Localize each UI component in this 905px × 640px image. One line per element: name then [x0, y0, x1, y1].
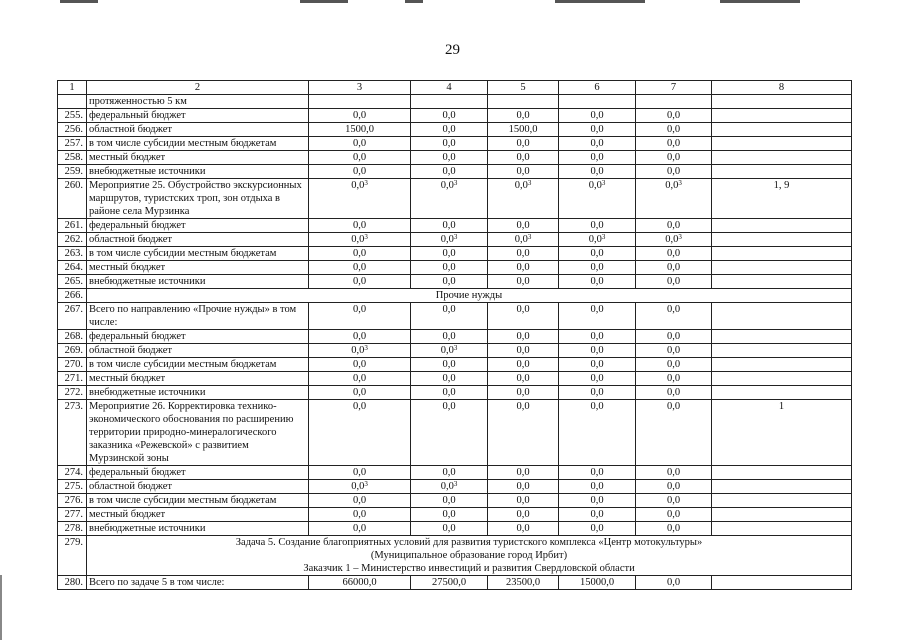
- row-label: областной бюджет: [87, 344, 309, 358]
- value-cell: 0,0: [309, 386, 411, 400]
- row-number: 276.: [58, 494, 87, 508]
- table-row: [58, 358, 852, 372]
- table-row: [58, 275, 852, 289]
- value-cell: 0,0: [411, 508, 488, 522]
- value-cell: 0,0: [488, 303, 559, 330]
- footnote-mark: 3: [678, 233, 682, 241]
- row-number: 273.: [58, 400, 87, 466]
- row-label: федеральный бюджет: [87, 219, 309, 233]
- value-cell: 0,0: [636, 494, 712, 508]
- table-row: [58, 123, 852, 137]
- value-cell: 0,0: [309, 247, 411, 261]
- value-cell: 0,0: [411, 494, 488, 508]
- value-cell: 0,0: [488, 247, 559, 261]
- table-row: [58, 233, 852, 247]
- table-body: [58, 81, 852, 590]
- row-label: протяженностью 5 км: [87, 95, 309, 109]
- table-row: [58, 289, 852, 303]
- row-label: Мероприятие 26. Корректировка технико-экономического обоснования по расширению территории природно-минералогического заказника «Режевской» с развитием Мурзинской зоны: [87, 400, 309, 466]
- row-label: федеральный бюджет: [87, 330, 309, 344]
- value-cell: $0,0^3$: [309, 233, 411, 247]
- value-cell: 0,0: [636, 466, 712, 480]
- value-cell: $0,0^3$: [309, 179, 411, 219]
- value-cell: 0,0: [559, 275, 636, 289]
- value-cell: 0,0: [411, 386, 488, 400]
- value-cell: $0,0^3$: [488, 179, 559, 219]
- value-cell: 0,0: [309, 372, 411, 386]
- row-number: 264.: [58, 261, 87, 275]
- row-number: 275.: [58, 480, 87, 494]
- footnote-mark: 3: [678, 179, 682, 187]
- value-cell: 0,0: [559, 344, 636, 358]
- value-cell: 0,0: [488, 522, 559, 536]
- footnote-mark: 3: [364, 233, 368, 241]
- row-number: 280.: [58, 576, 87, 590]
- row-label: внебюджетные источники: [87, 165, 309, 179]
- table-row: [58, 494, 852, 508]
- target-indicator-cell: [712, 123, 852, 137]
- value-cell: $0,0^3$: [559, 179, 636, 219]
- value-cell: 0,0: [309, 151, 411, 165]
- value-cell: $0,0^3$: [636, 233, 712, 247]
- value-cell: 0,0: [636, 303, 712, 330]
- row-label: в том числе субсидии местным бюджетам: [87, 137, 309, 151]
- value-cell: 0,0: [488, 466, 559, 480]
- value-cell: 1500,0: [309, 123, 411, 137]
- value-cell: [309, 95, 411, 109]
- value-cell: 0,0: [411, 372, 488, 386]
- header-cell: 2: [87, 81, 309, 95]
- table-row: [58, 576, 852, 590]
- value-cell: $0,0^3$: [636, 179, 712, 219]
- value-cell: 0,0: [309, 275, 411, 289]
- footnote-mark: 3: [364, 179, 368, 187]
- value-cell: 0,0: [488, 480, 559, 494]
- value-cell: 0,0: [309, 165, 411, 179]
- row-label: в том числе субсидии местным бюджетам: [87, 494, 309, 508]
- value-cell: 0,0: [488, 219, 559, 233]
- footnote-mark: 3: [453, 233, 458, 241]
- header-cell: 3: [309, 81, 411, 95]
- footnote-mark: 3: [364, 344, 368, 352]
- value-cell: 0,0: [309, 303, 411, 330]
- row-label: внебюджетные источники: [87, 386, 309, 400]
- value-cell: $0,0^3$: [559, 233, 636, 247]
- value-cell: 0,0: [309, 109, 411, 123]
- value-cell: 0,0: [559, 123, 636, 137]
- value-cell: 0,0: [411, 165, 488, 179]
- value-cell: 0,0: [411, 123, 488, 137]
- target-indicator-cell: [712, 303, 852, 330]
- target-indicator-cell: [712, 508, 852, 522]
- row-number: 261.: [58, 219, 87, 233]
- value-cell: 0,0: [411, 151, 488, 165]
- value-cell: 0,0: [488, 494, 559, 508]
- row-label: внебюджетные источники: [87, 522, 309, 536]
- row-number: [58, 95, 87, 109]
- value-cell: 0,0: [411, 330, 488, 344]
- row-label: областной бюджет: [87, 123, 309, 137]
- target-indicator-cell: [712, 95, 852, 109]
- value-cell: 0,0: [488, 151, 559, 165]
- value-cell: 0,0: [411, 247, 488, 261]
- task-heading: [87, 536, 852, 576]
- header-cell: 8: [712, 81, 852, 95]
- value-cell: 0,0: [559, 522, 636, 536]
- value-cell: 0,0: [636, 400, 712, 466]
- value-cell: 0,0: [636, 247, 712, 261]
- value-cell: 0,0: [559, 137, 636, 151]
- value-cell: 0,0: [559, 372, 636, 386]
- value-cell: 0,0: [309, 219, 411, 233]
- footnote-mark: 3: [527, 233, 532, 241]
- row-label: в том числе субсидии местным бюджетам: [87, 358, 309, 372]
- row-label: федеральный бюджет: [87, 109, 309, 123]
- value-cell: 0,0: [559, 358, 636, 372]
- target-indicator-cell: [712, 494, 852, 508]
- table-row: [58, 330, 852, 344]
- target-indicator-cell: [712, 247, 852, 261]
- target-indicator-cell: [712, 219, 852, 233]
- task-heading-line: Заказчик 1 – Министерство инвестиций и развития Свердловской области: [303, 563, 635, 574]
- row-number: 272.: [58, 386, 87, 400]
- row-number: 277.: [58, 508, 87, 522]
- value-cell: 0,0: [488, 261, 559, 275]
- table-row: [58, 372, 852, 386]
- value-cell: 0,0: [636, 358, 712, 372]
- table-row: [58, 386, 852, 400]
- value-cell: 15000,0: [559, 576, 636, 590]
- row-label: областной бюджет: [87, 480, 309, 494]
- value-cell: 0,0: [559, 400, 636, 466]
- header-row: [58, 81, 852, 95]
- table-row: [58, 247, 852, 261]
- row-number: 262.: [58, 233, 87, 247]
- value-cell: 0,0: [309, 522, 411, 536]
- row-number: 270.: [58, 358, 87, 372]
- row-number: 257.: [58, 137, 87, 151]
- value-cell: 0,0: [636, 386, 712, 400]
- value-cell: 0,0: [559, 508, 636, 522]
- value-cell: $0,0^3$: [309, 344, 411, 358]
- footnote-mark: 3: [453, 344, 458, 352]
- value-cell: 66000,0: [309, 576, 411, 590]
- target-indicator-cell: [712, 151, 852, 165]
- value-cell: 0,0: [636, 275, 712, 289]
- row-number: 263.: [58, 247, 87, 261]
- value-cell: 0,0: [636, 576, 712, 590]
- top-rule: [0, 0, 905, 4]
- row-label: областной бюджет: [87, 233, 309, 247]
- value-cell: $0,0^3$: [411, 179, 488, 219]
- value-cell: [636, 95, 712, 109]
- value-cell: 0,0: [636, 151, 712, 165]
- value-cell: 0,0: [636, 372, 712, 386]
- table-row: [58, 165, 852, 179]
- footnote-mark: 3: [601, 233, 606, 241]
- value-cell: 0,0: [411, 275, 488, 289]
- scan-edge-mark: [0, 575, 2, 640]
- table-row: [58, 480, 852, 494]
- row-label: местный бюджет: [87, 261, 309, 275]
- value-cell: 0,0: [559, 109, 636, 123]
- target-indicator-cell: [712, 386, 852, 400]
- row-number: 278.: [58, 522, 87, 536]
- row-label: в том числе субсидии местным бюджетам: [87, 247, 309, 261]
- target-indicator-cell: [712, 275, 852, 289]
- table-row: [58, 303, 852, 330]
- target-indicator-cell: 1, 9: [712, 179, 852, 219]
- value-cell: [559, 95, 636, 109]
- value-cell: 0,0: [636, 480, 712, 494]
- table-row: [58, 219, 852, 233]
- value-cell: 0,0: [411, 219, 488, 233]
- row-number: 259.: [58, 165, 87, 179]
- table-row: [58, 151, 852, 165]
- value-cell: $0,0^3$: [309, 480, 411, 494]
- value-cell: $0,0^3$: [411, 344, 488, 358]
- table-row: [58, 536, 852, 576]
- value-cell: 0,0: [636, 330, 712, 344]
- table-row: [58, 344, 852, 358]
- value-cell: 0,0: [559, 480, 636, 494]
- target-indicator-cell: [712, 480, 852, 494]
- value-cell: 0,0: [559, 165, 636, 179]
- value-cell: 0,0: [559, 261, 636, 275]
- row-number: 256.: [58, 123, 87, 137]
- target-indicator-cell: [712, 137, 852, 151]
- header-cell: 5: [488, 81, 559, 95]
- table-row: [58, 466, 852, 480]
- value-cell: 0,0: [309, 137, 411, 151]
- value-cell: 0,0: [559, 466, 636, 480]
- value-cell: 0,0: [488, 275, 559, 289]
- value-cell: 0,0: [309, 494, 411, 508]
- row-number: 269.: [58, 344, 87, 358]
- task-heading-line: (Муниципальное образование город Ирбит): [370, 550, 568, 561]
- value-cell: 0,0: [309, 466, 411, 480]
- value-cell: 0,0: [636, 508, 712, 522]
- section-heading: Прочие нужды: [87, 289, 852, 303]
- value-cell: 0,0: [309, 261, 411, 275]
- value-cell: 0,0: [559, 247, 636, 261]
- value-cell: 0,0: [488, 165, 559, 179]
- target-indicator-cell: [712, 261, 852, 275]
- value-cell: 0,0: [636, 344, 712, 358]
- table-row: [58, 400, 852, 466]
- table-row: [58, 137, 852, 151]
- value-cell: 0,0: [411, 261, 488, 275]
- row-label: внебюджетные источники: [87, 275, 309, 289]
- row-label: местный бюджет: [87, 372, 309, 386]
- target-indicator-cell: [712, 233, 852, 247]
- row-number: 268.: [58, 330, 87, 344]
- header-cell: 1: [58, 81, 87, 95]
- value-cell: 0,0: [636, 123, 712, 137]
- value-cell: $0,0^3$: [411, 480, 488, 494]
- value-cell: 0,0: [411, 358, 488, 372]
- row-number: 266.: [58, 289, 87, 303]
- value-cell: 0,0: [411, 466, 488, 480]
- footnote-mark: 3: [453, 179, 458, 187]
- target-indicator-cell: 1: [712, 400, 852, 466]
- footnote-mark: 3: [364, 480, 368, 488]
- value-cell: 0,0: [411, 137, 488, 151]
- value-cell: 0,0: [559, 494, 636, 508]
- value-cell: 0,0: [636, 522, 712, 536]
- row-number: 279.: [58, 536, 87, 576]
- target-indicator-cell: [712, 109, 852, 123]
- target-indicator-cell: [712, 576, 852, 590]
- row-label: Мероприятие 25. Обустройство экскурсионных маршрутов, туристских троп, зон отдыха в районе села Мурзинка: [87, 179, 309, 219]
- table-row: [58, 522, 852, 536]
- value-cell: 0,0: [636, 165, 712, 179]
- value-cell: 0,0: [309, 400, 411, 466]
- value-cell: 0,0: [488, 372, 559, 386]
- header-cell: 6: [559, 81, 636, 95]
- row-label: Всего по направлению «Прочие нужды» в том числе:: [87, 303, 309, 330]
- table-row: [58, 179, 852, 219]
- value-cell: 0,0: [559, 303, 636, 330]
- table-row: [58, 95, 852, 109]
- value-cell: [488, 95, 559, 109]
- value-cell: $0,0^3$: [488, 233, 559, 247]
- value-cell: 1500,0: [488, 123, 559, 137]
- value-cell: $0,0^3$: [411, 233, 488, 247]
- target-indicator-cell: [712, 372, 852, 386]
- value-cell: 0,0: [488, 137, 559, 151]
- footnote-mark: 3: [601, 179, 606, 187]
- value-cell: 0,0: [309, 358, 411, 372]
- value-cell: 0,0: [488, 386, 559, 400]
- value-cell: [411, 95, 488, 109]
- target-indicator-cell: [712, 330, 852, 344]
- value-cell: 27500,0: [411, 576, 488, 590]
- row-number: 258.: [58, 151, 87, 165]
- row-label: федеральный бюджет: [87, 466, 309, 480]
- value-cell: 0,0: [636, 137, 712, 151]
- row-number: 255.: [58, 109, 87, 123]
- task-heading-line: Задача 5. Создание благоприятных условий для развития туристского комплекса «Центр мотокультуры»: [235, 537, 703, 548]
- footnote-mark: 3: [453, 480, 458, 488]
- value-cell: 0,0: [488, 400, 559, 466]
- row-label: Всего по задаче 5 в том числе:: [87, 576, 309, 590]
- value-cell: 0,0: [411, 400, 488, 466]
- value-cell: 0,0: [309, 508, 411, 522]
- value-cell: 0,0: [636, 219, 712, 233]
- header-cell: 4: [411, 81, 488, 95]
- value-cell: 0,0: [411, 522, 488, 536]
- target-indicator-cell: [712, 344, 852, 358]
- page-number: 29: [445, 42, 460, 58]
- target-indicator-cell: [712, 466, 852, 480]
- value-cell: 23500,0: [488, 576, 559, 590]
- value-cell: 0,0: [559, 386, 636, 400]
- header-cell: 7: [636, 81, 712, 95]
- value-cell: 0,0: [309, 330, 411, 344]
- row-number: 271.: [58, 372, 87, 386]
- value-cell: 0,0: [488, 109, 559, 123]
- value-cell: 0,0: [559, 330, 636, 344]
- value-cell: 0,0: [559, 219, 636, 233]
- target-indicator-cell: [712, 165, 852, 179]
- value-cell: 0,0: [488, 330, 559, 344]
- table-row: [58, 261, 852, 275]
- row-label: местный бюджет: [87, 508, 309, 522]
- value-cell: 0,0: [488, 508, 559, 522]
- row-label: местный бюджет: [87, 151, 309, 165]
- footnote-mark: 3: [527, 179, 532, 187]
- value-cell: 0,0: [636, 261, 712, 275]
- row-number: 260.: [58, 179, 87, 219]
- row-number: 265.: [58, 275, 87, 289]
- table-row: [58, 109, 852, 123]
- row-number: 274.: [58, 466, 87, 480]
- table-row: [58, 508, 852, 522]
- value-cell: 0,0: [636, 109, 712, 123]
- target-indicator-cell: [712, 358, 852, 372]
- value-cell: 0,0: [488, 344, 559, 358]
- value-cell: 0,0: [411, 109, 488, 123]
- value-cell: 0,0: [411, 303, 488, 330]
- target-indicator-cell: [712, 522, 852, 536]
- value-cell: 0,0: [488, 358, 559, 372]
- budget-table: [57, 80, 852, 590]
- row-number: 267.: [58, 303, 87, 330]
- value-cell: 0,0: [559, 151, 636, 165]
